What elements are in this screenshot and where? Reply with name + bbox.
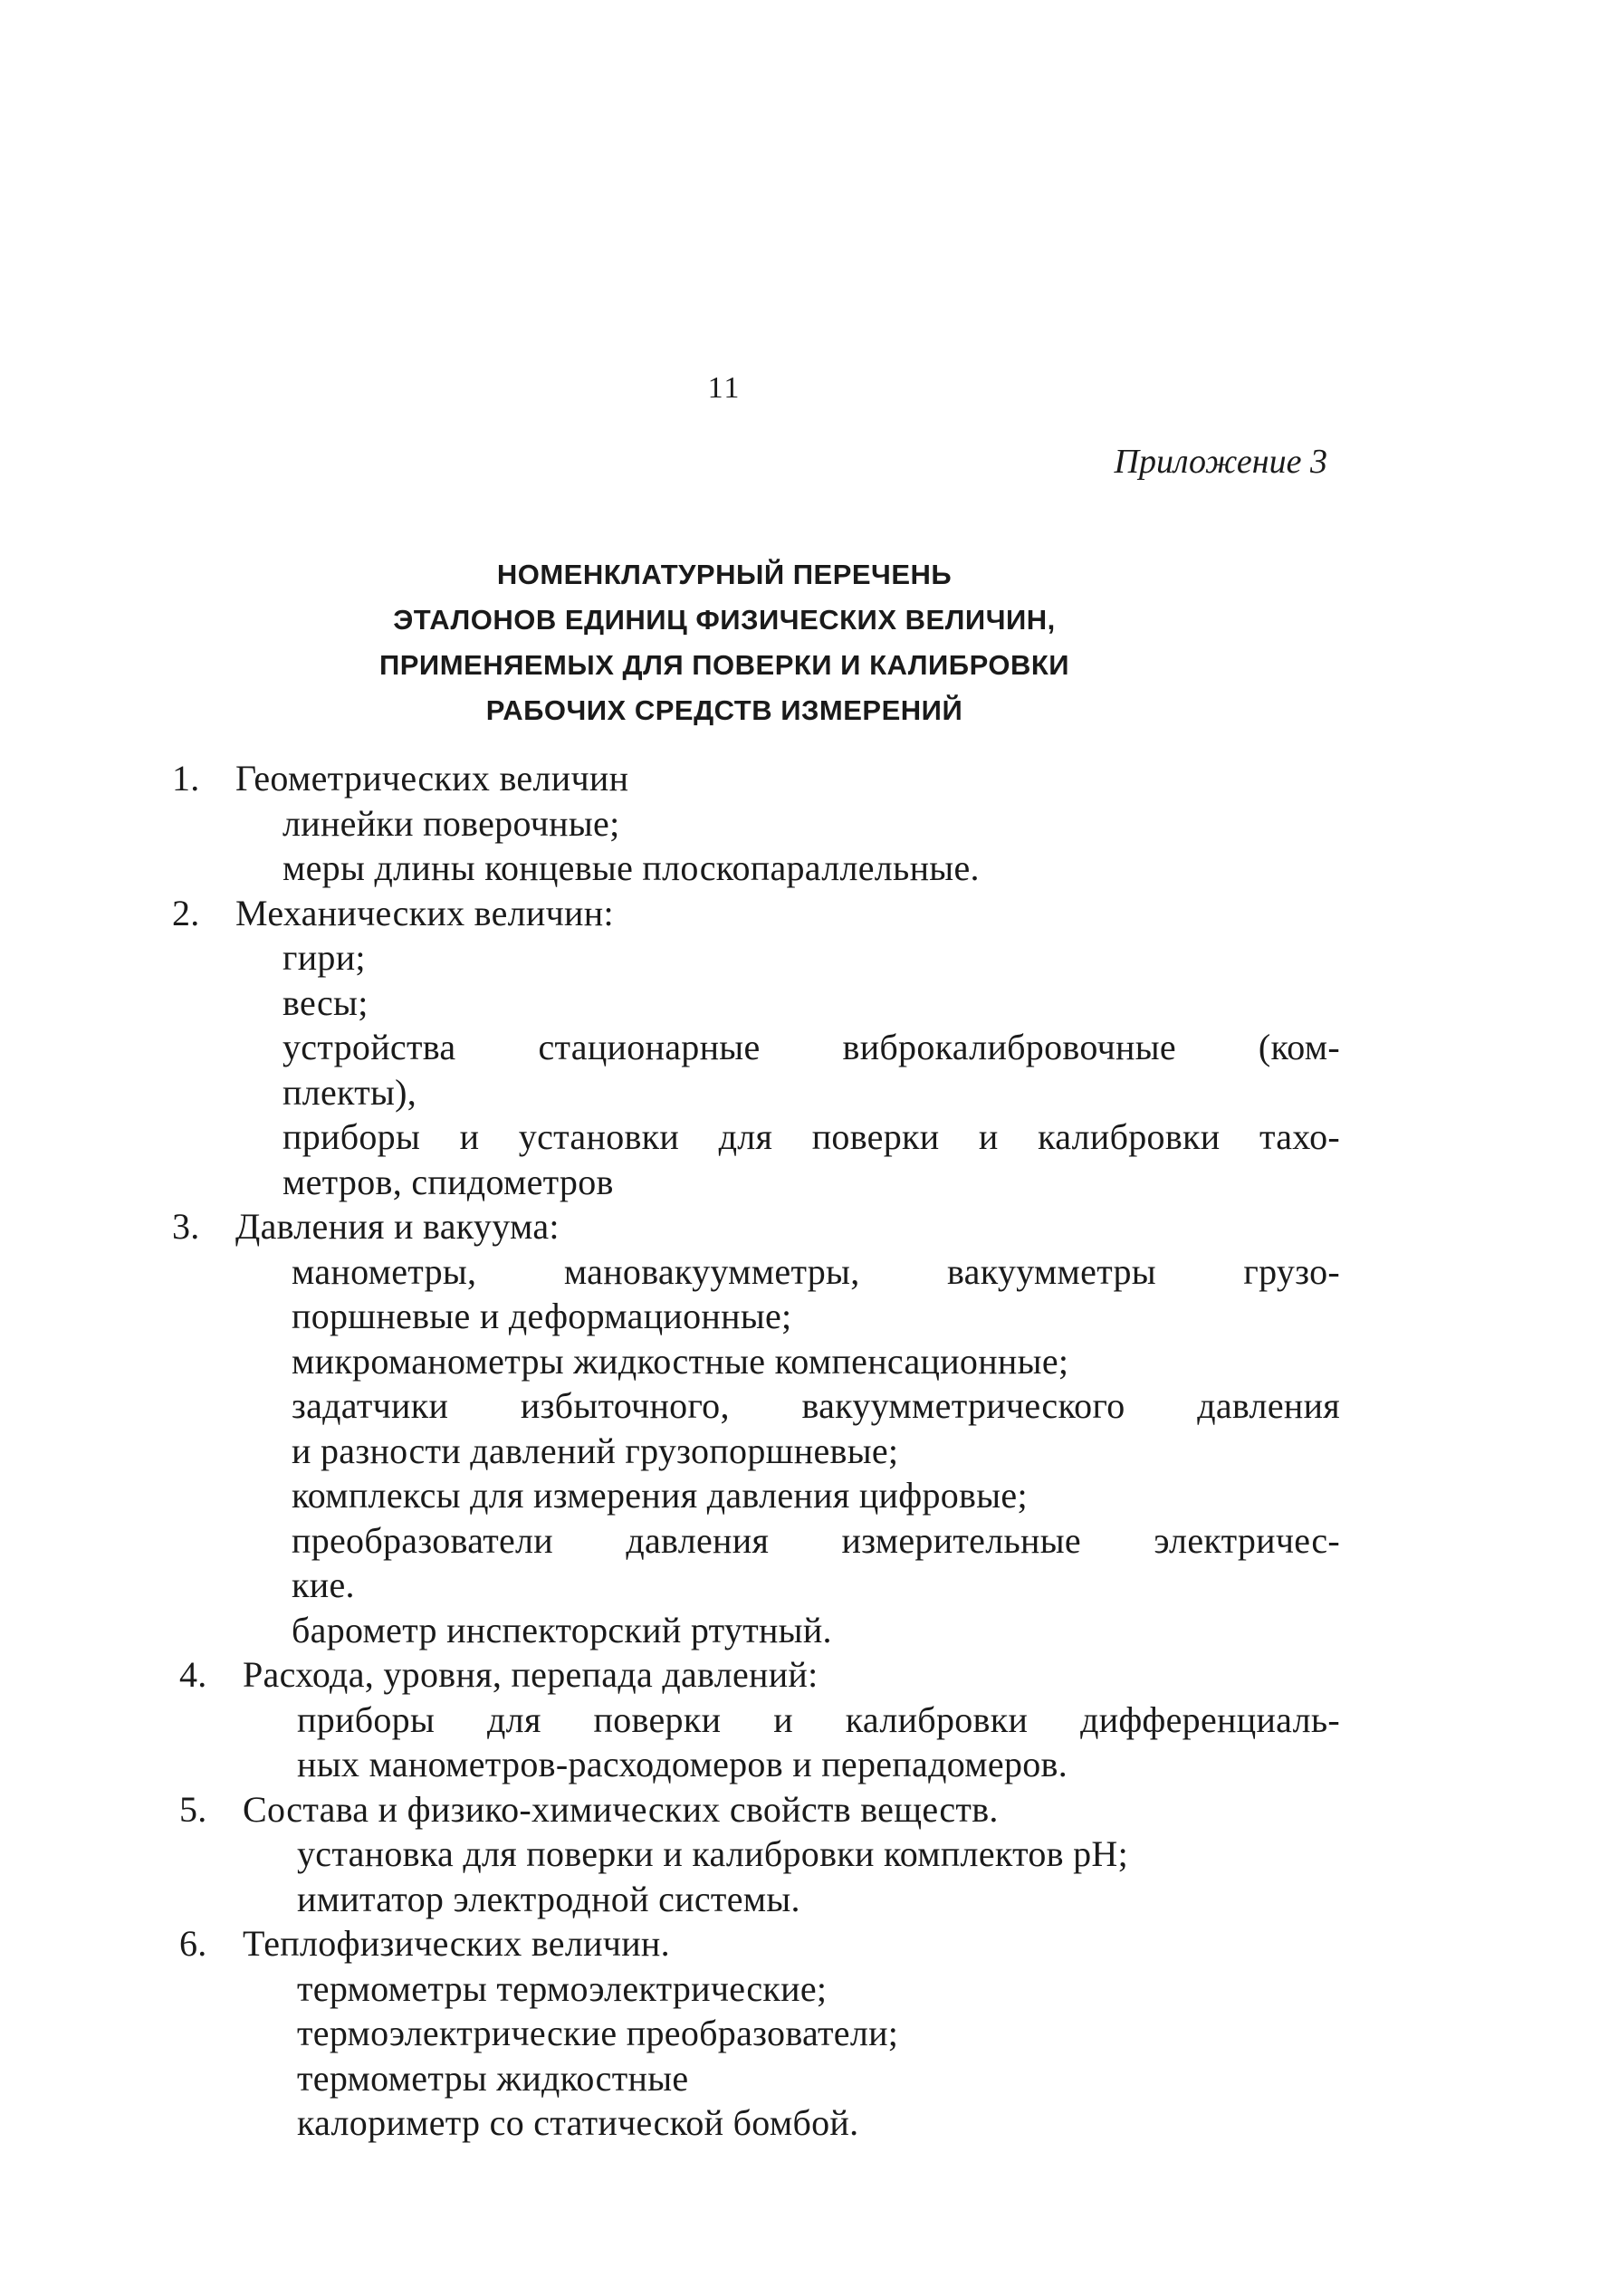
list-item: весы; [282, 981, 369, 1023]
section-pressure-vacuum [172, 1204, 1340, 1652]
section-number: 5. [179, 1788, 207, 1830]
list-item: плекты), [282, 1071, 417, 1113]
section-title [172, 1204, 1340, 1249]
section-number: 4. [179, 1654, 207, 1695]
list-item: задатчики избыточного, вакуумметрического давления [292, 1385, 1340, 1426]
heading-line: ЭТАЛОНОВ ЕДИНИЦ ФИЗИЧЕСКИХ ВЕЛИЧИН, [393, 604, 1056, 636]
list-item: установка для поверки и калибровки комплектов pH; [297, 1833, 1129, 1874]
section-number: 6. [179, 1923, 207, 1964]
list-item: барометр инспекторский ртутный. [292, 1609, 832, 1650]
section-number: 3. [172, 1206, 200, 1247]
list-item: микроманометры жидкостные компенсационные; [292, 1340, 1069, 1382]
section-title-text: Состава и физико-химических свойств веществ. [243, 1788, 999, 1830]
section-number: 2. [172, 892, 200, 933]
list-item: и разности давлений грузопоршневые; [292, 1430, 899, 1471]
list-item: приборы для поверки и калибровки дифференциаль- [297, 1698, 1340, 1740]
heading-line: ПРИМЕНЯЕМЫХ ДЛЯ ПОВЕРКИ И КАЛИБРОВКИ [378, 649, 1070, 681]
section-flow-level [172, 1652, 1340, 1787]
section-title [179, 1921, 1340, 1966]
section-title [172, 756, 1340, 801]
section-thermophysical [172, 1921, 1340, 2146]
list-item: кие. [292, 1564, 355, 1605]
list-item: имитатор электродной системы. [297, 1878, 800, 1919]
list-item: термометры термоэлектрические; [297, 1967, 828, 2009]
list-item: термоэлектрические преобразователи; [297, 2013, 899, 2053]
heading-line: РАБОЧИХ СРЕДСТВ ИЗМЕРЕНИЙ [485, 694, 963, 726]
list-item: термометры жидкостные [297, 2057, 689, 2099]
list-item: поршневые и деформационные; [292, 1296, 792, 1336]
section-title-text: Механических величин: [235, 892, 614, 933]
section-title [179, 1787, 1340, 1832]
list-item: устройства стационарные виброкалибровочные (ком- [282, 1027, 1340, 1067]
nomenclature-list [172, 756, 1340, 2146]
section-mechanical [172, 891, 1340, 1205]
list-item: преобразователи давления измерительные электричес- [292, 1519, 1340, 1561]
list-item: метров, спидометров [282, 1161, 614, 1202]
list-item: меры длины концевые плоскопараллельные. [282, 847, 980, 888]
page-number: 11 [707, 371, 742, 405]
section-title-text: Давления и вакуума: [235, 1206, 560, 1247]
section-title-text: Геометрических величин [235, 758, 629, 799]
appendix-label: Приложение 3 [1114, 443, 1327, 481]
section-title [172, 891, 1340, 936]
section-title-text: Расхода, уровня, перепада давлений: [243, 1654, 819, 1695]
section-composition [172, 1787, 1340, 1922]
document-heading [0, 552, 1449, 733]
list-item: приборы и установки для поверки и калибровки тахо- [282, 1116, 1340, 1157]
list-item: гири; [282, 937, 366, 978]
list-item: калориметр со статической бомбой. [297, 2102, 859, 2143]
list-item: манометры, мановакуумметры, вакуумметры грузо- [292, 1250, 1340, 1292]
section-title [179, 1652, 1340, 1698]
list-item: ных манометров-расходомеров и перепадомеров. [297, 1744, 1068, 1784]
heading-line: НОМЕНКЛАТУРНЫЙ ПЕРЕЧЕНЬ [496, 559, 953, 590]
section-geometric [172, 756, 1340, 891]
list-item: линейки поверочные; [282, 802, 620, 844]
section-title-text: Теплофизических величин. [243, 1923, 670, 1964]
list-item: комплексы для измерения давления цифровые; [292, 1475, 1028, 1516]
section-number: 1. [172, 758, 200, 799]
